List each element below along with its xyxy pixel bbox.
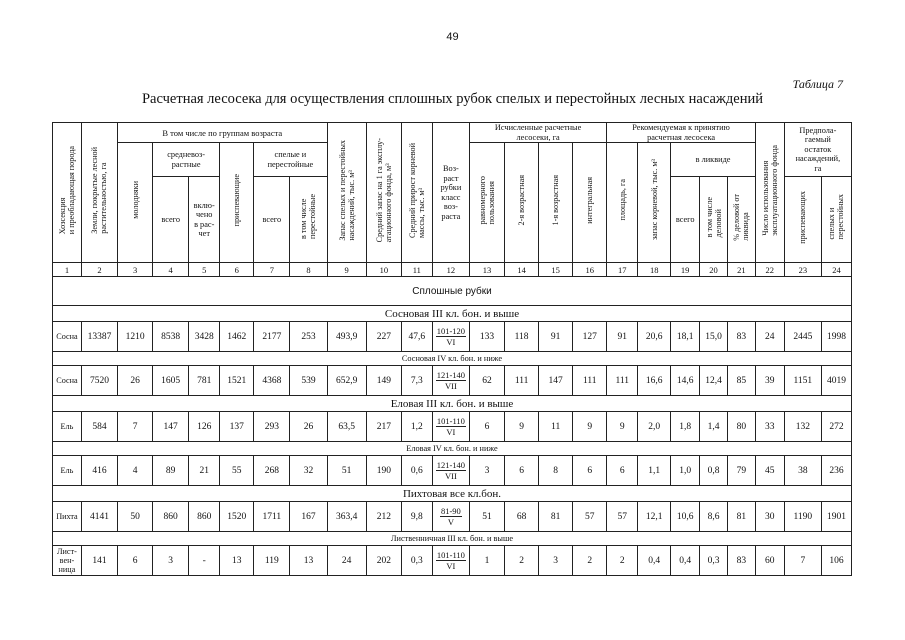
group-title: Лиственничная III кл. бон. и выше bbox=[53, 532, 852, 546]
group-title: Еловая IV кл. бон. и ниже bbox=[53, 442, 852, 456]
header-remain: Предпола- гаемый остаток насаждений, га bbox=[784, 123, 851, 177]
header-c24: спелых и перестойных bbox=[821, 177, 851, 263]
cell-c11: 0,3 bbox=[401, 546, 432, 576]
table-row bbox=[53, 412, 852, 442]
cell-c3: 6 bbox=[118, 546, 153, 576]
cell-c17: 2 bbox=[607, 546, 638, 576]
header-middle-included: вклю- чено в рас- чет bbox=[189, 177, 220, 263]
cell-c5: - bbox=[189, 546, 220, 576]
age-class: VII bbox=[444, 470, 457, 481]
species-cell: Сосна bbox=[53, 322, 82, 352]
cell-c18: 1,1 bbox=[638, 456, 671, 486]
logging-table bbox=[52, 122, 852, 576]
cell-c4: 3 bbox=[153, 546, 189, 576]
header-c11: Средний прирост корневой массы, тыс. м³ bbox=[401, 123, 432, 263]
cell-c7: 119 bbox=[254, 546, 290, 576]
cell-c13: 1 bbox=[469, 546, 504, 576]
table-row bbox=[53, 322, 852, 352]
cell-c22: 33 bbox=[755, 412, 784, 442]
cell-c5: 3428 bbox=[189, 322, 220, 352]
age-class: VI bbox=[446, 560, 456, 571]
cell-c11: 9,8 bbox=[401, 502, 432, 532]
column-number: 11 bbox=[401, 263, 432, 277]
cell-c3: 50 bbox=[118, 502, 153, 532]
cell-c9: 363,4 bbox=[327, 502, 366, 532]
cell-c14: 68 bbox=[505, 502, 539, 532]
column-number: 7 bbox=[254, 263, 290, 277]
species-cell: Ель bbox=[53, 456, 82, 486]
cell-c20: 0,3 bbox=[700, 546, 728, 576]
cell-c21: 85 bbox=[727, 366, 755, 396]
cell-c3: 7 bbox=[118, 412, 153, 442]
species-cell: Пихта bbox=[53, 502, 82, 532]
column-number: 1 bbox=[53, 263, 82, 277]
cell-c2: 416 bbox=[81, 456, 117, 486]
header-mature-total: всего bbox=[254, 177, 290, 263]
header-c20: в том числе деловой bbox=[700, 177, 728, 263]
column-number: 3 bbox=[118, 263, 153, 277]
cell-c21: 81 bbox=[727, 502, 755, 532]
cell-c8: 253 bbox=[290, 322, 327, 352]
age-class-cell bbox=[432, 322, 469, 352]
cell-c6: 1521 bbox=[220, 366, 254, 396]
cell-c6: 1462 bbox=[220, 322, 254, 352]
column-number-row bbox=[53, 263, 852, 277]
age-class-cell bbox=[432, 366, 469, 396]
cutting-age: 101-120 bbox=[436, 325, 466, 336]
header-mature: спелые и перестойные bbox=[254, 143, 327, 177]
cell-c19: 14,6 bbox=[671, 366, 700, 396]
table-row bbox=[53, 366, 852, 396]
table-row bbox=[53, 502, 852, 532]
header-c21: % деловой от ликвида bbox=[727, 177, 755, 263]
cell-c16: 111 bbox=[573, 366, 607, 396]
cell-c20: 12,4 bbox=[700, 366, 728, 396]
cell-c2: 584 bbox=[81, 412, 117, 442]
cell-c9: 652,9 bbox=[327, 366, 366, 396]
cell-c2: 13387 bbox=[81, 322, 117, 352]
cell-c24: 236 bbox=[821, 456, 851, 486]
cell-c15: 8 bbox=[539, 456, 573, 486]
cell-c22: 24 bbox=[755, 322, 784, 352]
cell-c20: 15,0 bbox=[700, 322, 728, 352]
column-number: 10 bbox=[366, 263, 401, 277]
cell-c7: 2177 bbox=[254, 322, 290, 352]
cell-c22: 30 bbox=[755, 502, 784, 532]
cell-c2: 141 bbox=[81, 546, 117, 576]
cutting-age: 101-110 bbox=[436, 415, 465, 426]
cell-c22: 45 bbox=[755, 456, 784, 486]
header-c19: всего bbox=[671, 177, 700, 263]
cell-c11: 47,6 bbox=[401, 322, 432, 352]
cell-c9: 24 bbox=[327, 546, 366, 576]
cell-c24: 1998 bbox=[821, 322, 851, 352]
cell-c10: 190 bbox=[366, 456, 401, 486]
cell-c20: 8,6 bbox=[700, 502, 728, 532]
cell-c5: 781 bbox=[189, 366, 220, 396]
header-c14: 2-я возрастная bbox=[505, 143, 539, 263]
cell-c18: 20,6 bbox=[638, 322, 671, 352]
header-c16: интегральная bbox=[573, 143, 607, 263]
species-cell: Ель bbox=[53, 412, 82, 442]
age-class: V bbox=[447, 516, 454, 527]
cell-c8: 539 bbox=[290, 366, 327, 396]
species-cell: Сосна bbox=[53, 366, 82, 396]
cell-c4: 8538 bbox=[153, 322, 189, 352]
column-number: 12 bbox=[432, 263, 469, 277]
header-mature-over: в том числе перестойные bbox=[290, 177, 327, 263]
cell-c23: 1151 bbox=[784, 366, 821, 396]
cell-c20: 1,4 bbox=[700, 412, 728, 442]
table-row bbox=[53, 456, 852, 486]
header-premature: приспевающие bbox=[220, 143, 254, 263]
column-number: 19 bbox=[671, 263, 700, 277]
header-c18: запас корневой, тыс. м³ bbox=[638, 143, 671, 263]
cell-c17: 9 bbox=[607, 412, 638, 442]
age-class: VI bbox=[446, 336, 456, 347]
cell-c15: 3 bbox=[539, 546, 573, 576]
header-rec: Рекомендуемая к принятию расчетная лесосека bbox=[607, 123, 756, 143]
cutting-age: 81-90 bbox=[440, 505, 461, 516]
header-c17: площадь, га bbox=[607, 143, 638, 263]
section-title: Сплошные рубки bbox=[53, 277, 852, 306]
header-young: молодняки bbox=[118, 143, 153, 263]
cell-c18: 16,6 bbox=[638, 366, 671, 396]
cell-c2: 4141 bbox=[81, 502, 117, 532]
cell-c10: 149 bbox=[366, 366, 401, 396]
cell-c7: 293 bbox=[254, 412, 290, 442]
cell-c15: 147 bbox=[539, 366, 573, 396]
cell-c8: 167 bbox=[290, 502, 327, 532]
cell-c13: 3 bbox=[469, 456, 504, 486]
cell-c7: 1711 bbox=[254, 502, 290, 532]
cell-c23: 38 bbox=[784, 456, 821, 486]
column-number: 6 bbox=[220, 263, 254, 277]
cell-c21: 83 bbox=[727, 322, 755, 352]
cell-c17: 6 bbox=[607, 456, 638, 486]
cell-c3: 26 bbox=[118, 366, 153, 396]
column-number: 24 bbox=[821, 263, 851, 277]
cell-c14: 118 bbox=[505, 322, 539, 352]
cell-c18: 12,1 bbox=[638, 502, 671, 532]
cell-c6: 55 bbox=[220, 456, 254, 486]
cell-c8: 26 bbox=[290, 412, 327, 442]
group-title: Сосновая IV кл. бон. и ниже bbox=[53, 352, 852, 366]
table-label: Таблица 7 bbox=[792, 77, 843, 91]
cell-c22: 39 bbox=[755, 366, 784, 396]
age-class: VII bbox=[444, 380, 457, 391]
cell-c9: 63,5 bbox=[327, 412, 366, 442]
header-c15: 1-я возрастная bbox=[539, 143, 573, 263]
header-c12: Воз- раст рубки класс воз- раста bbox=[432, 123, 469, 263]
column-number: 22 bbox=[755, 263, 784, 277]
cell-c15: 91 bbox=[539, 322, 573, 352]
header-middle: средневоз- растные bbox=[153, 143, 220, 177]
cell-c13: 62 bbox=[469, 366, 504, 396]
cell-c18: 2,0 bbox=[638, 412, 671, 442]
cell-c23: 132 bbox=[784, 412, 821, 442]
column-number: 8 bbox=[290, 263, 327, 277]
column-number: 15 bbox=[539, 263, 573, 277]
cell-c14: 2 bbox=[505, 546, 539, 576]
header-liquid: в ликвиде bbox=[671, 143, 756, 177]
cell-c23: 2445 bbox=[784, 322, 821, 352]
cell-c11: 0,6 bbox=[401, 456, 432, 486]
cell-c19: 1,0 bbox=[671, 456, 700, 486]
age-class-cell bbox=[432, 546, 469, 576]
group-title: Еловая III кл. бон. и выше bbox=[53, 396, 852, 412]
cell-c19: 18,1 bbox=[671, 322, 700, 352]
cell-c16: 6 bbox=[573, 456, 607, 486]
cell-c17: 57 bbox=[607, 502, 638, 532]
column-number: 4 bbox=[153, 263, 189, 277]
cell-c16: 127 bbox=[573, 322, 607, 352]
cell-c18: 0,4 bbox=[638, 546, 671, 576]
page-title: Расчетная лесосека для осуществления сплошных рубок спелых и перестойных лесных насаждений bbox=[141, 91, 764, 107]
cell-c11: 1,2 bbox=[401, 412, 432, 442]
cell-c9: 51 bbox=[327, 456, 366, 486]
cell-c19: 1,8 bbox=[671, 412, 700, 442]
cell-c24: 4019 bbox=[821, 366, 851, 396]
cutting-age: 121-140 bbox=[436, 459, 466, 470]
column-number: 14 bbox=[505, 263, 539, 277]
cell-c15: 81 bbox=[539, 502, 573, 532]
cutting-age: 121-140 bbox=[436, 369, 466, 380]
cell-c7: 4368 bbox=[254, 366, 290, 396]
column-number: 20 bbox=[700, 263, 728, 277]
cell-c16: 9 bbox=[573, 412, 607, 442]
cell-c7: 268 bbox=[254, 456, 290, 486]
cell-c21: 79 bbox=[727, 456, 755, 486]
age-class-cell bbox=[432, 456, 469, 486]
cell-c5: 21 bbox=[189, 456, 220, 486]
cell-c15: 11 bbox=[539, 412, 573, 442]
column-number: 5 bbox=[189, 263, 220, 277]
cell-c21: 80 bbox=[727, 412, 755, 442]
cell-c23: 7 bbox=[784, 546, 821, 576]
cell-c24: 1901 bbox=[821, 502, 851, 532]
cell-c19: 0,4 bbox=[671, 546, 700, 576]
cell-c5: 860 bbox=[189, 502, 220, 532]
cell-c11: 7,3 bbox=[401, 366, 432, 396]
cell-c10: 212 bbox=[366, 502, 401, 532]
cell-c13: 51 bbox=[469, 502, 504, 532]
header-middle-total: всего bbox=[153, 177, 189, 263]
column-number: 21 bbox=[727, 263, 755, 277]
header-calc: Исчисленные расчетные лесосеки, га bbox=[469, 123, 606, 143]
cell-c4: 860 bbox=[153, 502, 189, 532]
cutting-age: 101-110 bbox=[436, 549, 465, 560]
cell-c22: 60 bbox=[755, 546, 784, 576]
cell-c4: 89 bbox=[153, 456, 189, 486]
column-number: 18 bbox=[638, 263, 671, 277]
header-c23: приспевающих bbox=[784, 177, 821, 263]
header-c1: Хозсекция и преобладающая порода bbox=[53, 123, 82, 263]
cell-c13: 133 bbox=[469, 322, 504, 352]
age-class: VI bbox=[446, 426, 456, 437]
cell-c16: 57 bbox=[573, 502, 607, 532]
column-number: 23 bbox=[784, 263, 821, 277]
cell-c23: 1190 bbox=[784, 502, 821, 532]
table-row bbox=[53, 546, 852, 576]
column-number: 16 bbox=[573, 263, 607, 277]
cell-c13: 6 bbox=[469, 412, 504, 442]
cell-c5: 126 bbox=[189, 412, 220, 442]
cell-c8: 32 bbox=[290, 456, 327, 486]
cell-c9: 493,9 bbox=[327, 322, 366, 352]
column-number: 9 bbox=[327, 263, 366, 277]
cell-c4: 147 bbox=[153, 412, 189, 442]
cell-c10: 202 bbox=[366, 546, 401, 576]
cell-c3: 1210 bbox=[118, 322, 153, 352]
cell-c6: 13 bbox=[220, 546, 254, 576]
page-number: 49 bbox=[446, 31, 459, 43]
cell-c2: 7520 bbox=[81, 366, 117, 396]
column-number: 2 bbox=[81, 263, 117, 277]
header-c22: Число использования эксплуатационного фонда bbox=[755, 123, 784, 263]
header-c13: равномерного пользования bbox=[469, 143, 504, 263]
age-class-cell bbox=[432, 412, 469, 442]
cell-c16: 2 bbox=[573, 546, 607, 576]
cell-c10: 217 bbox=[366, 412, 401, 442]
header-c2: Земли, покрытые лесной растительностью, га bbox=[81, 123, 117, 263]
cell-c17: 91 bbox=[607, 322, 638, 352]
cell-c10: 227 bbox=[366, 322, 401, 352]
cell-c24: 106 bbox=[821, 546, 851, 576]
cell-c21: 83 bbox=[727, 546, 755, 576]
column-number: 17 bbox=[607, 263, 638, 277]
cell-c6: 137 bbox=[220, 412, 254, 442]
cell-c8: 13 bbox=[290, 546, 327, 576]
header-c9: Запас спелых и перестойных насаждений, тыс. м³ bbox=[327, 123, 366, 263]
cell-c14: 9 bbox=[505, 412, 539, 442]
cell-c20: 0,8 bbox=[700, 456, 728, 486]
group-title: Пихтовая все кл.бон. bbox=[53, 486, 852, 502]
cell-c19: 10,6 bbox=[671, 502, 700, 532]
cell-c6: 1520 bbox=[220, 502, 254, 532]
header-c10: Средний запас на 1 га эксплу- атационного фонда, м³ bbox=[366, 123, 401, 263]
header-age-groups: В том числе по группам возраста bbox=[118, 123, 328, 143]
column-number: 13 bbox=[469, 263, 504, 277]
cell-c3: 4 bbox=[118, 456, 153, 486]
species-cell: Лист- вен- ница bbox=[53, 546, 82, 576]
group-title: Сосновая III кл. бон. и выше bbox=[53, 306, 852, 322]
cell-c14: 6 bbox=[505, 456, 539, 486]
cell-c14: 111 bbox=[505, 366, 539, 396]
cell-c17: 111 bbox=[607, 366, 638, 396]
cell-c4: 1605 bbox=[153, 366, 189, 396]
cell-c24: 272 bbox=[821, 412, 851, 442]
age-class-cell bbox=[432, 502, 469, 532]
